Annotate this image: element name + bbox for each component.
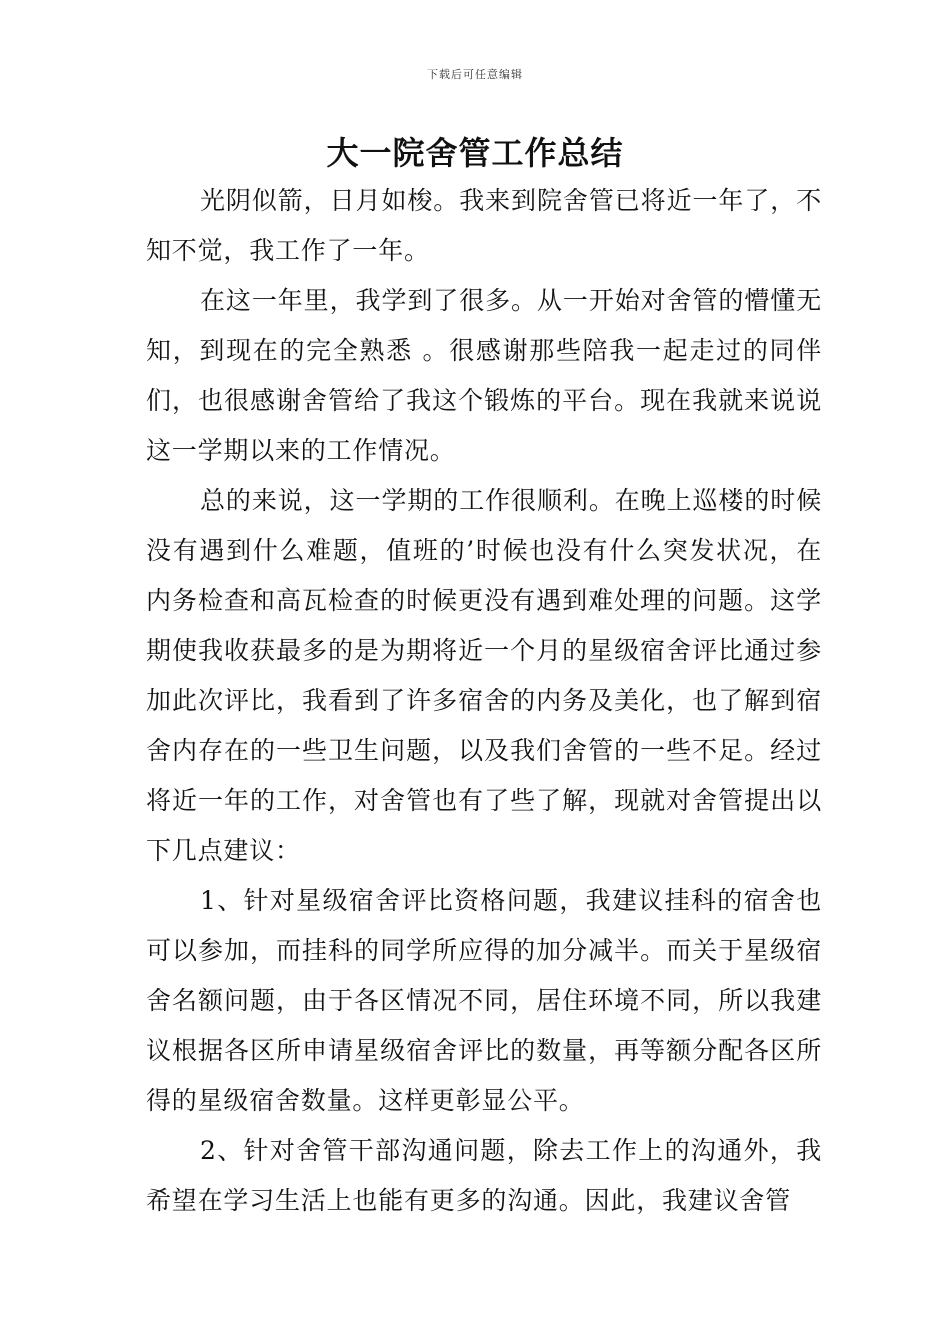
paragraph-gratitude: 在这一年里，我学到了很多。从一开始对舍管的懵懂无知，到现在的完全熟悉 。很感谢那些陪我一起走过的同伴们，也很感谢舍管给了我这个锻炼的平台。现在我就来说说这一学期以来的工作情况。 [146, 286, 822, 465]
paragraph-intro: 光阴似箭，日月如梭。我来到院舍管已将近一年了，不知不觉，我工作了一年。 [146, 186, 822, 265]
paragraph-suggestion-2: 2、针对舍管干部沟通问题，除去工作上的沟通外，我希望在学习生活上也能有更多的沟通。因此，我建议舍管 [146, 1136, 822, 1215]
document-body [146, 176, 822, 1226]
paragraph-suggestion-1: 1、针对星级宿舍评比资格问题，我建议挂科的宿舍也可以参加，而挂科的同学所应得的加分减半。而关于星级宿舍名额问题，由于各区情况不同，居住环境不同，所以我建议根据各区所申请星级宿舍评比的数量，再等额分配各区所得的星级宿舍数量。这样更彰显公平。 [146, 886, 822, 1115]
document-title: 大一院舍管工作总结 [326, 134, 624, 172]
page-header-note: 下载后可任意编辑 [427, 68, 523, 81]
paragraph-work-summary: 总的来说，这一学期的工作很顺利。在晚上巡楼的时候没有遇到什么难题，值班的’时候也没有什么突发状况，在内务检查和高瓦检查的时候更没有遇到难处理的问题。这学期使我收获最多的是为期将近一个月的星级宿舍评比通过参加此次评比，我看到了许多宿舍的内务及美化，也了解到宿舍内存在的一些卫生问题，以及我们舍管的一些不足。经过将近一年的工作，对舍管也有了些了解，现就对舍管提出以下几点建议： [146, 486, 822, 865]
